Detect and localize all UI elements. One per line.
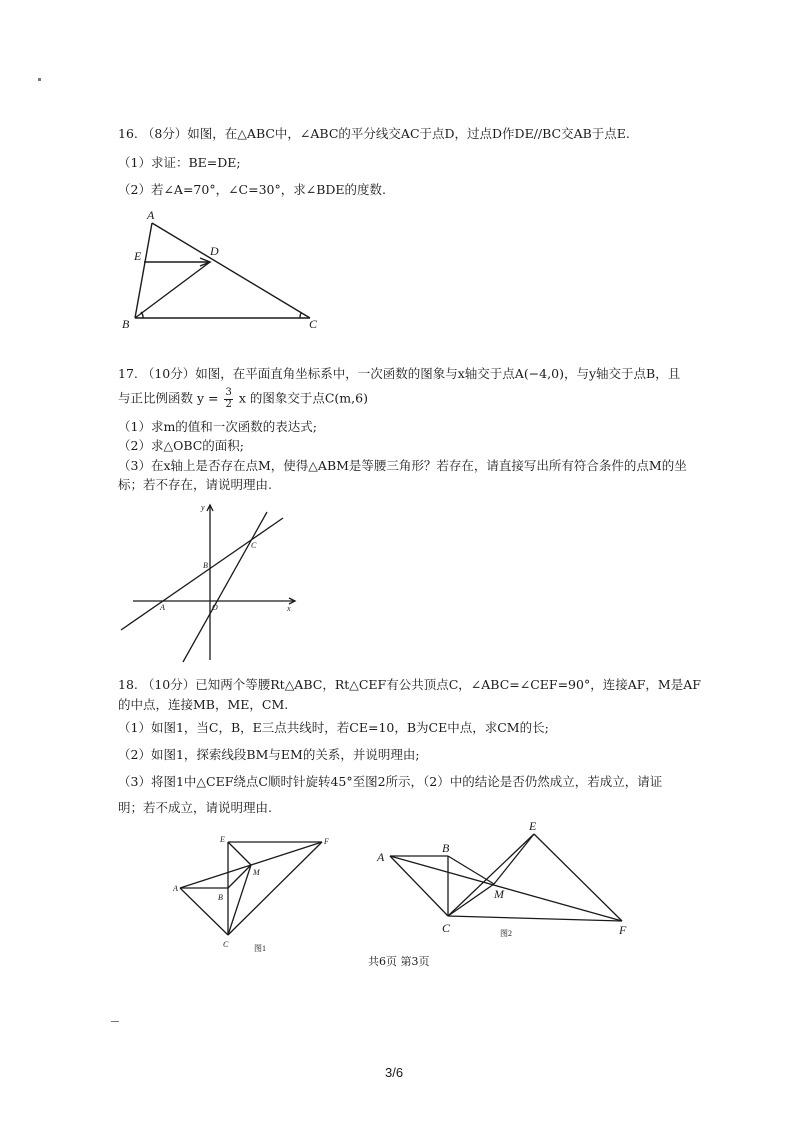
label-M: M — [494, 887, 504, 901]
q17-coordinate-figure — [115, 500, 305, 665]
q18-header-line1: 18. （10分）已知两个等腰Rt△ABC，Rt△CEF有公共顶点C，∠ABC=∠CEF=90°，连接AF，M是AF — [118, 677, 701, 692]
segment-CF — [448, 916, 622, 921]
q18-part3-line2: 明；若不成立，请说明理由. — [118, 800, 272, 815]
q16-header: 16. （8分）如图，在△ABC中，∠ABC的平分线交AC于点D，过点D作DE//BC交AB于点E. — [118, 126, 630, 141]
segment-CE — [448, 834, 534, 916]
segment-AF — [390, 856, 622, 921]
segment-BM — [448, 856, 494, 884]
q18-part2: （2）如图1，探索线段BM与EM的关系，并说明理由; — [118, 747, 420, 762]
label-B: B — [218, 893, 223, 902]
label-E: E — [220, 835, 225, 844]
q17-header-pre: 与正比例函数 y = — [118, 390, 219, 406]
figure-1-caption: 图1 — [254, 944, 266, 953]
label-point-B: B — [203, 561, 208, 570]
segment-AB — [135, 223, 152, 318]
q18-part1: （1）如图1，当C，B，E三点共线时，若CE=10，B为CE中点，求CM的长; — [118, 720, 549, 735]
label-C: C — [442, 921, 451, 935]
segment-EM — [494, 834, 534, 884]
q17-part2: （2）求△OBC的面积; — [118, 438, 245, 453]
label-F: F — [324, 837, 329, 846]
label-A: A — [173, 884, 178, 893]
q16-triangle-figure — [110, 205, 340, 335]
scan-mark — [111, 1021, 119, 1022]
q17-header-line1: 17. （10分）如图，在平面直角坐标系中，一次函数的图象与x轴交于点A(−4,0)，与y轴交于点B，且 — [118, 366, 681, 381]
label-A: A — [147, 208, 155, 222]
line-linear-function — [121, 518, 283, 630]
segment-AC — [390, 856, 448, 916]
label-C: C — [223, 940, 229, 949]
angle-mark-C — [300, 313, 301, 318]
q18-figure-1 — [170, 830, 340, 955]
label-E: E — [134, 249, 142, 263]
scan-mark — [38, 78, 41, 81]
q18-header-line2: 的中点，连接MB，ME，CM. — [118, 697, 289, 712]
label-E: E — [529, 819, 537, 833]
label-B: B — [442, 841, 450, 855]
label-F: F — [619, 923, 627, 937]
q18-part3-line1: （3）将图1中△CEF绕点C顺时针旋转45°至图2所示，（2）中的结论是否仍然成立，若成立，请证 — [118, 774, 663, 789]
q17-part3-line1: （3）在x轴上是否存在点M，使得△ABM是等腰三角形？若存在，请直接写出所有符合条件的点M的坐 — [118, 458, 687, 473]
q18-figure-2 — [372, 816, 637, 946]
q17-part3-line2: 标；若不存在，请说明理由. — [118, 477, 272, 492]
fraction-numerator: 3 — [225, 387, 232, 398]
line-proportional-function — [183, 512, 267, 662]
q17-header-line2 — [118, 388, 368, 410]
label-A: A — [377, 850, 385, 864]
segment-BD — [135, 262, 210, 318]
label-M: M — [253, 868, 260, 877]
page-footer: 共6页 第3页 — [368, 955, 430, 968]
label-point-A: A — [160, 603, 165, 612]
label-origin-O: O — [212, 603, 218, 612]
page-number: 3/6 — [385, 1065, 404, 1080]
label-point-C: C — [251, 541, 257, 550]
q16-part1: （1）求证：BE=DE; — [118, 155, 241, 170]
segment-AC — [152, 223, 310, 318]
q16-part2: （2）若∠A=70°，∠C=30°，求∠BDE的度数. — [118, 182, 387, 197]
fraction-three-halves — [224, 388, 232, 410]
q17-part1: （1）求m的值和一次函数的表达式; — [118, 419, 318, 434]
label-B: B — [122, 317, 130, 331]
segment-EM — [228, 842, 251, 865]
q17-header-post: x 的图象交于点C(m,6) — [238, 390, 368, 406]
label-x-axis: x — [287, 604, 291, 613]
segment-CM — [448, 884, 494, 916]
segment-EF — [534, 834, 622, 921]
fraction-denominator: 2 — [225, 398, 232, 410]
label-y-axis: y — [201, 503, 205, 512]
label-C: C — [309, 317, 318, 331]
label-D: D — [210, 244, 219, 258]
figure-2-caption: 图2 — [500, 929, 512, 938]
